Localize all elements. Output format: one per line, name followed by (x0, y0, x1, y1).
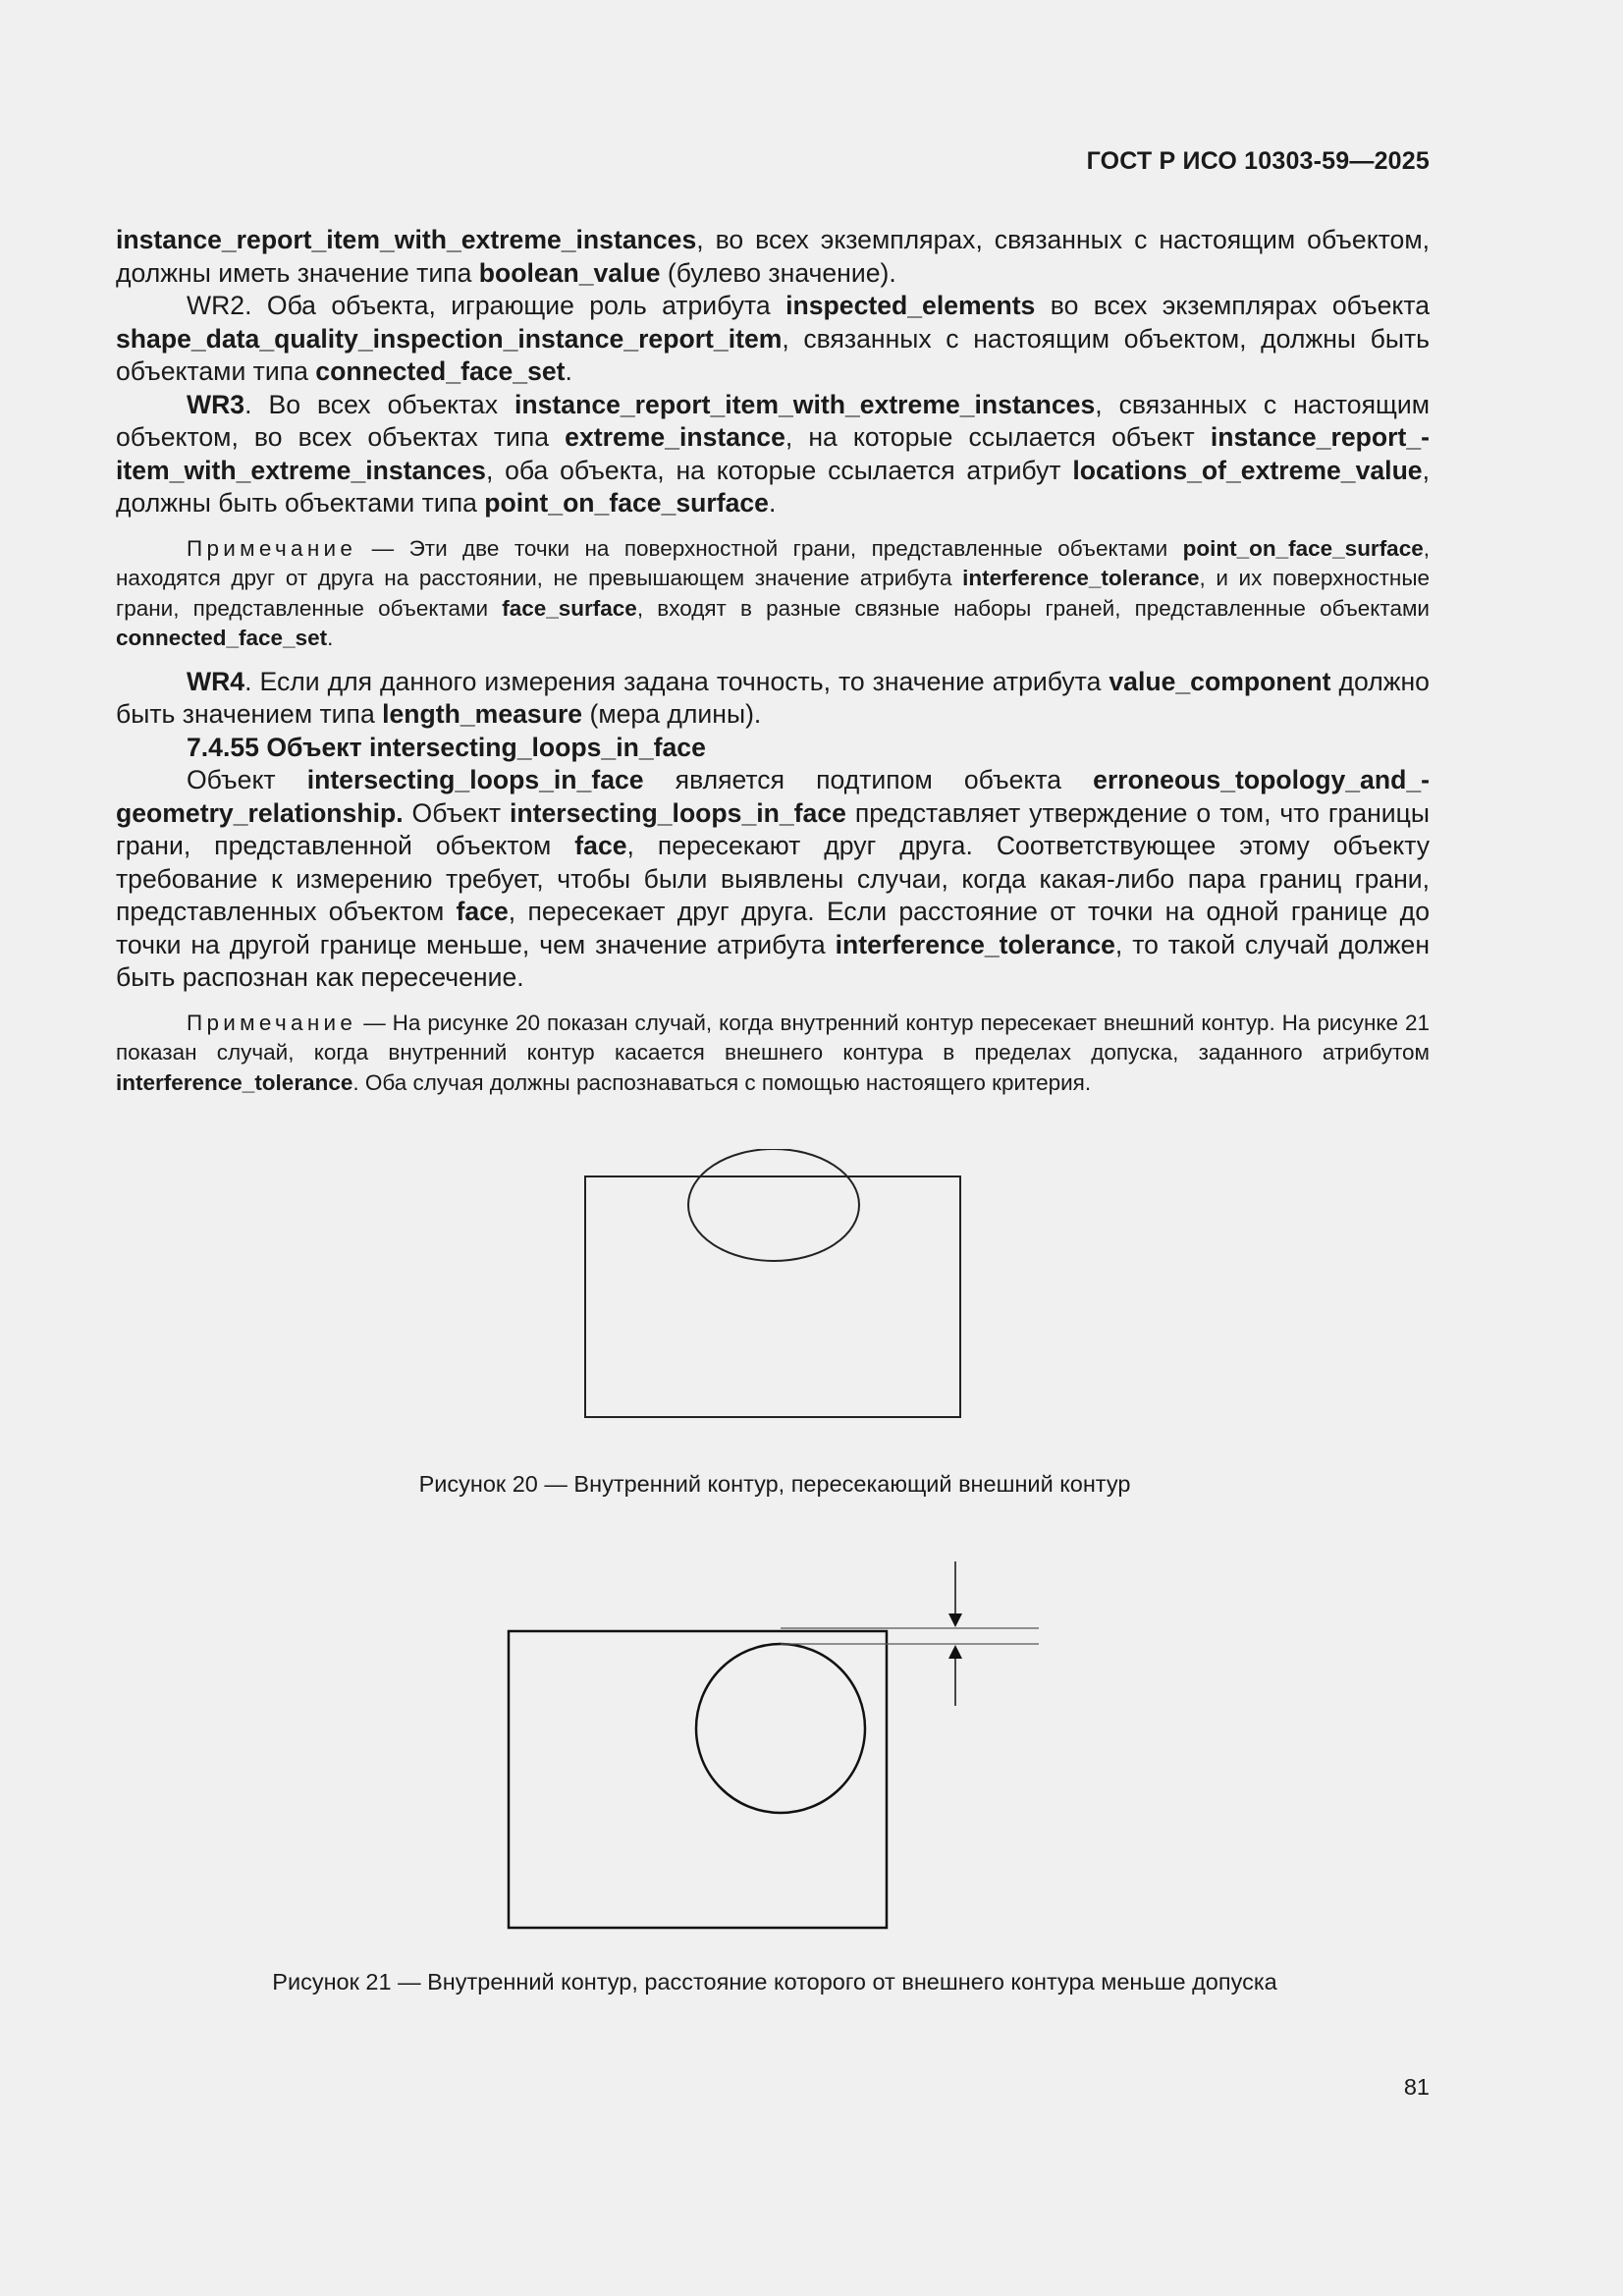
text-run: , пересекают друг друга. Соответствующее этому объекту требование к измерению требует, чтобы были выявлены случаи, когда какая-либо пара границ грани, представленных объектом (116, 831, 1430, 926)
bold-term: WR4 (187, 666, 245, 696)
paragraph-wr2 (116, 290, 1430, 389)
text-run: Объект (187, 765, 307, 794)
text-run: является подтипом объекта (643, 765, 1094, 794)
text-run: — Эти две точки на поверхностной грани, представленные объектами (356, 535, 1183, 561)
bold-term: shape_data_quality_inspection_instance_report_item (116, 323, 783, 354)
bold-term: locations_of_extreme_value (1072, 455, 1423, 485)
dimension-arrow-down-icon (948, 1613, 962, 1627)
inner-loop-ellipse (688, 1149, 859, 1261)
bold-term: instance_report_item_with_extreme_instances (116, 225, 697, 254)
text-run: (булево значение). (660, 257, 896, 288)
bold-term: face (456, 897, 509, 926)
bold-term: value_component (1109, 666, 1331, 696)
text-run: WR2. Оба объекта, играющие роль атрибута (187, 291, 786, 320)
figure-21-caption: Рисунок 21 — Внутренний контур, расстояние которого от внешнего контура меньше допуска (272, 1969, 1277, 1995)
bold-term: connected_face_set (315, 356, 566, 386)
figure-20-diagram (574, 1149, 967, 1424)
paragraph-wr1-continuation (116, 224, 1430, 290)
bold-term: intersecting_loops_in_face (306, 765, 644, 794)
text-run: , находятся друг от друга на расстоянии, не превышающем значение атрибута (116, 535, 1430, 590)
bold-term: extreme_instance (565, 422, 785, 452)
text-run: . Во всех объектах (244, 389, 514, 419)
bold-term: interference_tolerance (962, 566, 1200, 590)
text-run: должно быть значением типа (116, 666, 1430, 729)
note-label: Примечание (187, 535, 357, 561)
text-run: представляет утверждение о том, что границы грани, представленной объектом (116, 797, 1430, 860)
dimension-arrow-up-icon (948, 1645, 962, 1659)
document-body (116, 224, 1430, 1110)
page-number: 81 (1403, 2074, 1430, 2100)
note-wr3 (116, 534, 1430, 654)
bold-term: intersecting_loops_in_face (510, 797, 846, 828)
bold-term: interference_tolerance (116, 1069, 353, 1095)
bold-term: erroneous_topology_and_geometry_relationship. (116, 765, 1430, 828)
note-label: Примечание (187, 1010, 357, 1035)
text-run: , должны быть объектами типа (116, 455, 1430, 518)
text-run: , связанных с настоящим объектом, во всех объектах типа (116, 389, 1430, 452)
bold-term: WR3 (187, 389, 245, 419)
text-run: — На рисунке 20 показан случай, когда внутренний контур пересекает внешний контур. На рисунке 21 показан случай, когда внутренний контур касается внешнего контура в пределах допуска, заданного атрибутом (116, 1010, 1430, 1065)
bold-term: face (574, 831, 627, 860)
document-header-id: ГОСТ Р ИСО 10303-59—2025 (1086, 147, 1430, 175)
text-run: . (565, 356, 572, 386)
text-run: , и их поверхностные грани, представленные объектами (116, 566, 1430, 621)
text-run: (мера длины). (582, 699, 762, 729)
text-run: , на которые ссылается объект (784, 422, 1211, 452)
text-run: 7.4.55 Объект intersecting_loops_in_face (187, 732, 706, 762)
figure-21-diagram (496, 1557, 1055, 1935)
note-figures (116, 1009, 1430, 1099)
bold-term: length_measure (382, 699, 583, 729)
text-run: , связанных с настоящим объектом, должны быть объектами типа (116, 323, 1430, 386)
text-run: , оба объекта, на которые ссылается атрибут (485, 455, 1073, 485)
bold-term: face_surface (502, 595, 637, 621)
bold-term: point_on_face_surface (1182, 535, 1424, 561)
figure-20-caption: Рисунок 20 — Внутренний контур, пересекающий внешний контур (418, 1471, 1131, 1497)
text-run: , пересекает друг друга. Если расстояние от точки на одной границе до точки на другой границе меньше, чем значение атрибута (116, 897, 1430, 959)
text-run: , во всех экземплярах, связанных с настоящим объектом, должны иметь значение типа (116, 225, 1430, 288)
bold-term: interference_tolerance (835, 929, 1115, 959)
text-run: Объект (403, 797, 511, 828)
text-run: . Если для данного измерения задана точность, то значение атрибута (244, 666, 1109, 696)
outer-loop-rectangle (585, 1176, 960, 1417)
section-heading-7-4-55 (116, 732, 1430, 765)
bold-term: boolean_value (478, 257, 661, 288)
text-run: , то такой случай должен быть распознан как пересечение. (116, 929, 1430, 992)
bold-term: connected_face_set (116, 626, 328, 650)
text-run: во всех экземплярах объекта (1035, 291, 1431, 320)
bold-term: point_on_face_surface (484, 488, 769, 518)
bold-term: inspected_elements (785, 291, 1036, 320)
text-run: . Оба случая должны распознаваться с помощью настоящего критерия. (352, 1069, 1092, 1095)
paragraph-wr4 (116, 666, 1430, 732)
paragraph-wr3 (116, 389, 1430, 520)
paragraph-intersecting-loops (116, 764, 1430, 995)
inner-loop-circle (696, 1644, 865, 1813)
bold-term: instance_report_item_with_extreme_instances (514, 389, 1096, 419)
text-run: . (768, 488, 777, 518)
text-run: . (327, 626, 334, 650)
bold-term: instance_report_item_with_extreme_instances (116, 422, 1430, 485)
outer-loop-rectangle (509, 1631, 887, 1928)
text-run: , входят в разные связные наборы граней, представленные объектами (636, 595, 1430, 621)
